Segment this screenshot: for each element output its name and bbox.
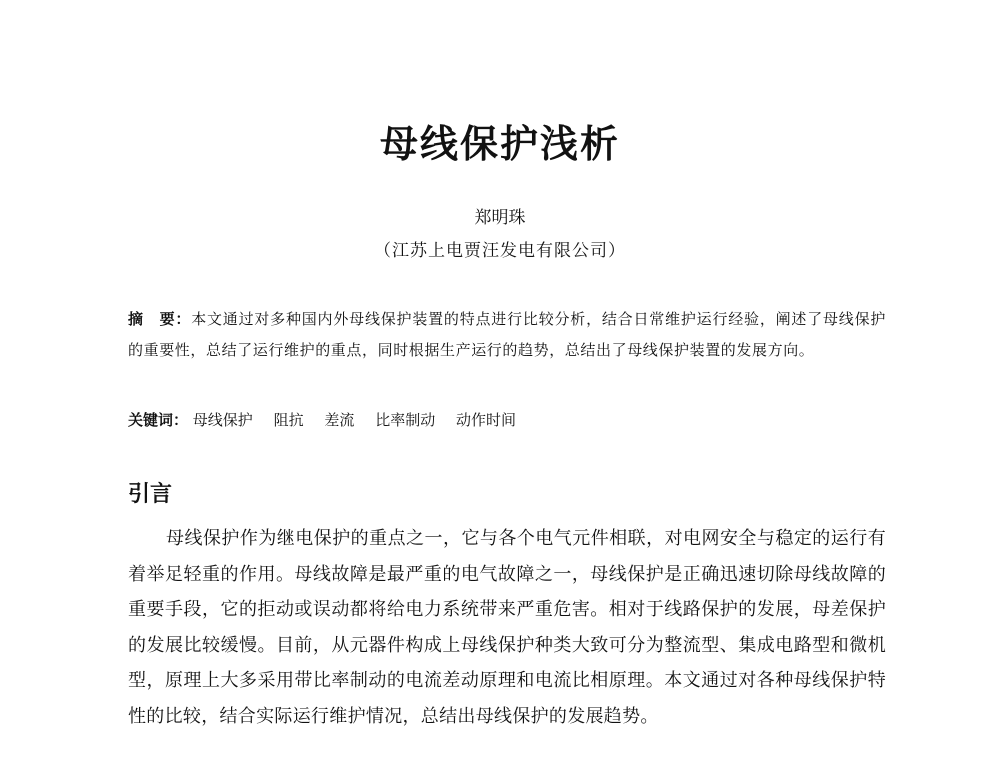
keywords	[128, 405, 886, 435]
body-paragraph: 母线保护作为继电保护的重点之一，它与各个电气元件相联，对电网安全与稳定的运行有着举足轻重的作用。母线故障是最严重的电气故障之一，母线保护是正确迅速切除母线故障的重要手段，它的拒动或误动都将给电力系统带来严重危害。相对于线路保护的发展，母差保护的发展比较缓慢。目前，从元器件构成上母线保护种类大致可分为整流型、集成电路型和微机型，原理上大多采用带比率制动的电流差动原理和电流比相原理。本文通过对各种母线保护特性的比较，结合实际运行维护情况，总结出母线保护的发展趋势。	[128, 528, 886, 727]
author-name: 郑明珠	[474, 208, 526, 228]
abstract-label: 摘 要：	[128, 310, 192, 328]
keyword: 阻抗	[273, 411, 304, 429]
abstract-text: 本文通过对多种国内外母线保护装置的特点进行比较分析，结合日常维护运行经验，阐述了母线保护的重要性，总结了运行维护的重点，同时根据生产运行的趋势，总结出了母线保护装置的发展方向。	[128, 310, 886, 359]
author-affiliation: （江苏上电贾汪发电有限公司）	[374, 241, 626, 261]
keywords-label: 关键词：	[128, 411, 189, 429]
keyword: 母线保护	[192, 411, 253, 429]
keyword: 差流	[324, 411, 355, 429]
keyword: 比率制动	[375, 411, 436, 429]
paper-title: 母线保护浅析	[379, 122, 620, 166]
section-heading: 引言	[128, 482, 173, 507]
abstract	[128, 304, 886, 366]
keyword: 动作时间	[455, 411, 516, 429]
